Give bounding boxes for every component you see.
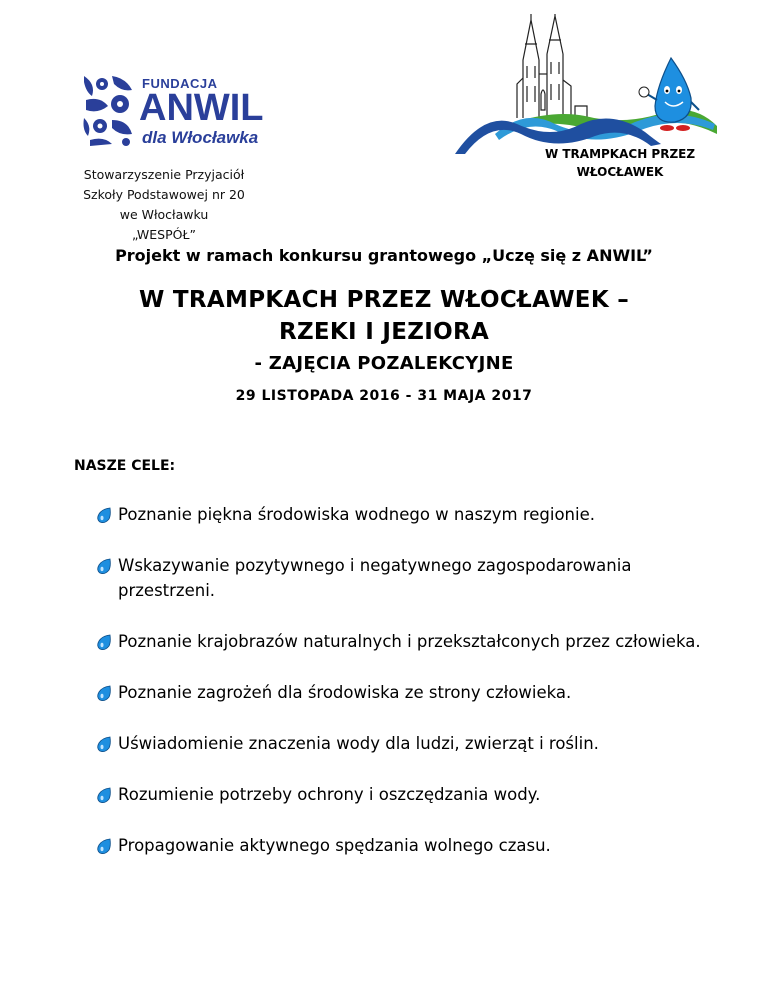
- goal-item: [96, 731, 716, 756]
- goal-text: Propagowanie aktywnego spędzania wolnego czasu.: [118, 836, 551, 855]
- association-name: [55, 165, 273, 245]
- fundacja-anwil-logo: [82, 74, 262, 150]
- main-title-line-1: W TRAMPKACH PRZEZ WŁOCŁAWEK –: [138, 287, 630, 313]
- fundacja-label: FUNDACJA: [142, 76, 218, 91]
- water-drop-icon: [96, 507, 112, 523]
- goal-item: [96, 502, 716, 527]
- water-drop-icon: [96, 634, 112, 650]
- trampkach-caption-line-1: W TRAMPKACH PRZEZ: [544, 147, 696, 161]
- goal-text: Poznanie piękna środowiska wodnego w naszym regionie.: [118, 505, 595, 524]
- water-drop-icon: [96, 558, 112, 574]
- association-line-2: Szkoły Podstawowej nr 20: [83, 187, 245, 202]
- goal-text: Rozumienie potrzeby ochrony i oszczędzania wody.: [118, 785, 541, 804]
- goal-item: [96, 680, 716, 705]
- goal-item: [96, 782, 716, 807]
- main-title-line-2: RZEKI I JEZIORA: [278, 319, 490, 345]
- date-range: 29 LISTOPADA 2016 - 31 MAJA 2017: [235, 388, 533, 404]
- association-line-3: we Włocławku: [119, 207, 209, 222]
- floral-mark-icon: [82, 74, 136, 146]
- trampkach-logo: [455, 14, 725, 154]
- water-drop-icon: [96, 736, 112, 752]
- goal-item: [96, 833, 716, 858]
- goals-heading: NASZE CELE:: [74, 458, 176, 474]
- association-line-4: „WESPÓŁ”: [131, 227, 196, 242]
- goal-item: [96, 629, 716, 654]
- association-line-1: Stowarzyszenie Przyjaciół: [83, 167, 245, 182]
- cathedral-drop-illustration: [455, 14, 725, 154]
- trampkach-caption: [525, 145, 715, 181]
- goal-text: Poznanie zagrożeń dla środowiska ze strony człowieka.: [118, 683, 572, 702]
- anwil-label: ANWIL: [139, 87, 264, 129]
- trampkach-caption-line-2: WŁOCŁAWEK: [576, 165, 664, 179]
- main-title-line-3: - ZAJĘCIA POZALEKCYJNE: [254, 353, 514, 374]
- goal-text: Wskazywanie pozytywnego i negatywnego zagospodarowania przestrzeni.: [118, 556, 632, 600]
- water-drop-icon: [96, 787, 112, 803]
- goal-item: [96, 553, 716, 603]
- goal-text: Uświadomienie znaczenia wody dla ludzi, zwierząt i roślin.: [118, 734, 599, 753]
- dla-wloclawka-label: dla Włocławka: [142, 128, 259, 147]
- project-subtitle: Projekt w ramach konkursu grantowego „Uczę się z ANWIL”: [115, 246, 653, 265]
- water-drop-icon: [96, 838, 112, 854]
- cathedral-icon: [517, 14, 587, 118]
- water-drop-icon: [96, 685, 112, 701]
- goals-list: [96, 502, 716, 884]
- goal-text: Poznanie krajobrazów naturalnych i przekształconych przez człowieka.: [118, 632, 701, 651]
